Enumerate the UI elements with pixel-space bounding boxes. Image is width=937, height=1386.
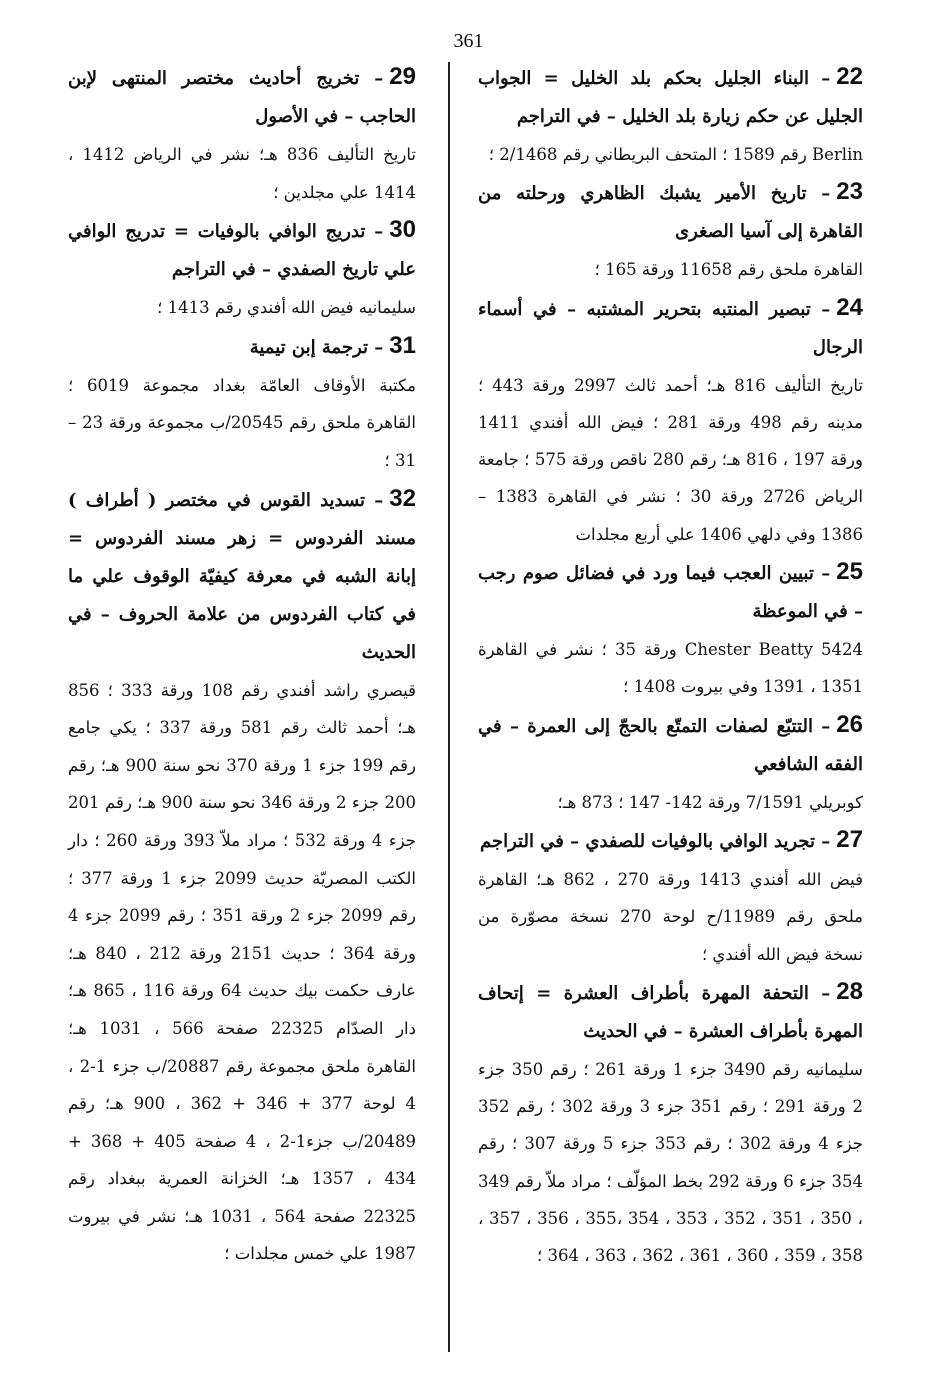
- entry-title-text: – البناء الجليل بحكم بلد الخليل = الجواب الجليل عن حكم زيارة بلد الخليل – في التراجم: [478, 68, 863, 127]
- entry-body: فيض الله أفندي 1413 ورقة 270 ، 862 هـ؛ القاهرة ملحق رقم 11989/ح لوحة 270 نسخة مصوّرة من نسخة فيض الله أفندي ؛: [478, 869, 863, 964]
- entry-24: [478, 289, 863, 553]
- entry-body: تاريخ التأليف 836 هـ؛ نشر في الرياض 1412 ، 1414 علي مجلدين ؛: [68, 145, 416, 202]
- entry-25: [478, 553, 863, 706]
- entry-title-text: – تدريج الوافي بالوفيات = تدريج الوافي علي تاريخ الصفدي – في التراجم: [68, 221, 416, 281]
- entry-title-text: – تسديد القوس في مختصر ( أطراف ) مسند الفردوس = زهر مسند الفردوس = إبانة الشبه في معرفة كيفيّة الوقوف علي ما في كتاب الفردوس من علامة الحروف – في الحديث: [68, 489, 416, 663]
- entry-body: Chester Beatty 5424 ورقة 35 ؛ نشر في القاهرة 1351 ، 1391 وفي بيروت 1408 ؛: [478, 640, 863, 697]
- entry-body: تاريخ التأليف 816 هـ؛ أحمد ثالث 2997 ورقة 443 ؛ مدينه رقم 498 ورقة 281 ؛ فيض الله أفندي 1411 ورقة 197 ، 816 هـ؛ رقم 280 ناقص ورقة 575 ؛ جامعة الرياض 2726 ورقة 30 ؛ نشر في القاهرة 1383 – 1386 وفي دلهي 1406 علي أربع مجلدات: [478, 375, 863, 544]
- entry-body: مكتبة الأوقاف العامّة بغداد مجموعة 6019 ؛ القاهرة ملحق رقم 20545/ب مجموعة ورقة 23 – 31 ؛: [68, 375, 416, 470]
- entry-number: 31: [389, 331, 416, 359]
- entry-number: 24: [836, 293, 863, 321]
- right-column: [478, 58, 863, 1275]
- entry-body: كوبريلي 7/1591 ورقة 142- 147 ؛ 873 هـ؛: [557, 792, 863, 812]
- entry-number: 26: [836, 710, 863, 738]
- entry-number: 27: [836, 825, 863, 853]
- entry-body: سليمانيه فيض الله أفندي رقم 1413 ؛: [157, 298, 416, 318]
- left-column: [68, 58, 416, 1273]
- entry-title-text: – التتبّع لصفات التمتّع بالحجّ إلى العمرة – في الفقه الشافعي: [478, 715, 863, 775]
- entry-title: [68, 480, 416, 672]
- entry-title-text: – التحفة المهرة بأطراف العشرة = إتحاف المهرة بأطراف العشرة – في الحديث: [478, 982, 863, 1042]
- entry-title-text: – تاريخ الأمير يشبك الظاهري ورحلته من القاهرة إلى آسيا الصغرى: [478, 183, 863, 243]
- entry-body: سليمانيه رقم 3490 جزء 1 ورقة 261 ؛ رقم 350 جزء 2 ورقة 291 ؛ رقم 351 جزء 3 ورقة 302 ؛ رقم 352 جزء 4 ورقة 302 ؛ رقم 353 جزء 5 ورقة 307 ؛ رقم 354 جزء 6 ورقة 292 بخط المؤلّف ؛ مراد ملاّ رقم 349 ، 350 ، 351 ، 352 ، 353 ، 354 ،355 ، 356 ، 357 ، 358 ، 359 ، 360 ، 361 ، 362 ، 363 ، 364 ؛: [478, 1059, 863, 1266]
- entry-number: 28: [836, 977, 863, 1005]
- entry-title: [68, 58, 416, 136]
- entry-body: القاهرة ملحق رقم 11658 ورقة 165 ؛: [594, 260, 863, 280]
- entry-31: [68, 327, 416, 480]
- entry-number: 30: [389, 216, 416, 244]
- entry-title-text: – تبيين العجب فيما ورد في فضائل صوم رجب – في الموعظة: [478, 563, 863, 623]
- entry-number: 23: [836, 178, 863, 206]
- entry-number: 32: [389, 484, 416, 512]
- entry-30: [68, 211, 416, 327]
- entry-title-text: – تخريج أحاديث مختصر المنتهى لإبن الحاجب – في الأصول: [68, 68, 416, 127]
- entry-title: [478, 289, 863, 367]
- entry-title: [478, 553, 863, 631]
- entry-number: 22: [836, 63, 863, 90]
- column-divider: [448, 62, 450, 1352]
- entry-title: [478, 173, 863, 251]
- entry-number: 29: [389, 63, 416, 90]
- entry-32: [68, 480, 416, 1274]
- entry-28: [478, 973, 863, 1275]
- entry-title: [478, 58, 863, 136]
- entry-title: [478, 706, 863, 784]
- entry-title-text: – تبصير المنتبه بتحرير المشتبه – في أسماء الرجال: [478, 298, 863, 358]
- entry-title-text: – ترجمة إبن تيمية: [249, 336, 384, 358]
- entry-26: [478, 706, 863, 821]
- entry-title: [68, 211, 416, 289]
- entry-23: [478, 173, 863, 288]
- entry-27: [478, 821, 863, 973]
- entry-title: [478, 973, 863, 1051]
- entry-body: قيصري راشد أفندي رقم 108 ورقة 333 ؛ 856 هـ؛ أحمد ثالث رقم 581 ورقة 337 ؛ يكي جامع رقم 199 جزء 1 ورقة 370 نحو سنة 900 هـ؛ رقم 200 جزء 2 ورقة 346 نحو سنة 900 هـ؛ رقم 201 جزء 4 ورقة 532 ؛ مراد ملاّ 393 ورقة 260 ؛ دار الكتب المصريّة حديث 2099 جزء 1 ورقة 377 ؛ رقم 2099 جزء 2 ورقة 351 ؛ رقم 2099 جزء 4 ورقة 364 ؛ حديث 2151 ورقة 212 ، 840 هـ؛ عارف حكمت بيك حديث 64 ورقة 116 ، 865 هـ؛ دار الصدّام 22325 صفحة 566 ، 1031 هـ؛ القاهرة ملحق مجموعة رقم 20887/ب جزء 1-2 ، 4 لوحة 377 + 346 + 362 ، 900 هـ؛ رقم 20489/ب جزء1-2 ، 4 صفحة 405 + 368 + 434 ، 1357 هـ؛ الخزانة العمرية ببغداد رقم 22325 صفحة 564 ، 1031 هـ؛ نشر في بيروت 1987 علي خمس مجلدات ؛: [68, 680, 416, 1264]
- entry-title-text: – تجريد الوافي بالوفيات للصفدي – في التراجم: [480, 830, 831, 852]
- entry-title: [68, 327, 416, 367]
- page-number: 361: [453, 30, 484, 52]
- entry-number: 25: [836, 558, 863, 586]
- entry-title: [478, 821, 863, 861]
- entry-body: Berlin رقم 1589 ؛ المتحف البريطاني رقم 2/1468 ؛: [488, 145, 863, 164]
- entry-22: [478, 58, 863, 173]
- entry-29: [68, 58, 416, 211]
